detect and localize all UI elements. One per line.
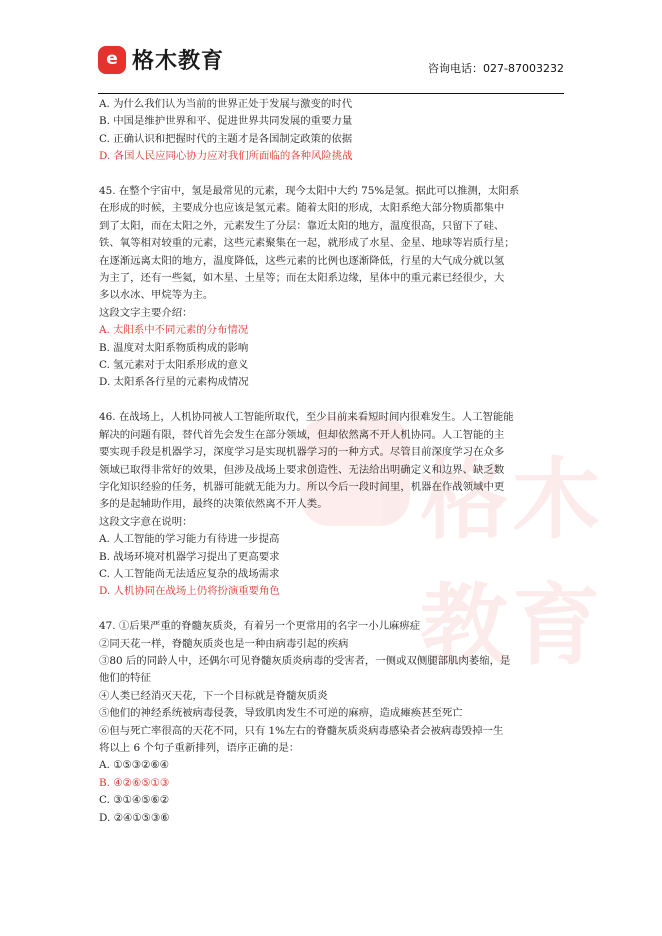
question-46: [99, 409, 565, 600]
q47-line: ④人类已经消灭天花，下一个目标就是脊髓灰质炎: [99, 689, 328, 702]
option-d: D. ②④①⑤③⑥: [99, 811, 170, 824]
q46-line: 字化知识经验的任务，机器可能就无能为力。所以今后一段时间里，机器在作战领域中更: [99, 480, 505, 493]
q47-line: ⑤他们的神经系统被病毒侵袭，导致肌肉发生不可逆的麻痹，造成瘫痪甚至死亡: [99, 707, 463, 720]
q46-line: 46. 在战场上，人机协同被人工智能所取代，至少目前来看短时间内很难发生。人工智能能: [99, 411, 514, 424]
q45-line: 在逐渐远离太阳的地方，温度降低，这些元素的比例也逐渐降低，行星的大气成分就以氢: [99, 254, 505, 267]
q45-line: 为主了，还有一些氦，如木星、土星等；而在太阳系边缘，星体中的重元素已经很少，大: [99, 272, 505, 285]
q47-prompt: 将以上 6 个句子重新排列，语序正确的是：: [99, 741, 300, 754]
page-header: [98, 44, 564, 94]
option-c: C. 正确认识和把握时代的主题才是各国制定政策的依据: [99, 132, 353, 145]
option-a-answer: A. 太阳系中不同元素的分布情况: [99, 324, 249, 337]
q45-line: 铁、氧等相对较重的元素，这些元素聚集在一起，就形成了水星、金星、地球等岩质行星；: [99, 237, 515, 250]
option-a: A. 为什么我们认为当前的世界正处于发展与激变的时代: [99, 98, 353, 110]
option-a: A. 人工智能的学习能力有待进一步提高: [99, 533, 280, 546]
q46-prompt: 这段文字意在说明：: [99, 515, 193, 528]
brand-name: 格木教育: [132, 49, 225, 74]
option-b: B. 战场环境对机器学习提出了更高要求: [99, 550, 280, 563]
option-a: A. ①⑤③②⑥④: [99, 759, 169, 772]
brand-logo: [98, 44, 224, 75]
q46-line: 要实现手段是机器学习，深度学习是实现机器学习的一种方式。尽管目前深度学习在众多: [99, 446, 505, 459]
q46-line: 解决的问题有限，替代首先会发生在部分领域，但却依然离不开人机协同。人工智能的主: [99, 428, 505, 441]
q45-line: 到了太阳，而在太阳之外，元素发生了分层：靠近太阳的地方，温度很高，只留下了硅、: [99, 219, 505, 232]
question-47: [99, 618, 565, 827]
option-d: D. 太阳系各行星的元素构成情况: [99, 376, 249, 389]
option-b: B. 中国是维护世界和平、促进世界共同发展的重要力量: [99, 115, 353, 128]
header-divider: [98, 93, 564, 94]
contact-phone: 咨询电话：027-87003232: [428, 62, 564, 75]
q45-line: 在形成的时候，主要成分也应该是氢元素。随着太阳的形成，太阳系绝大部分物质都集中: [99, 202, 505, 215]
option-d-answer: D. 各国人民应同心协力应对我们所面临的各种风险挑战: [99, 150, 353, 163]
watermark-text: 格木教育: [420, 448, 605, 677]
q47-line: ③80 后的同龄人中，还偶尔可见脊髓灰质炎病毒的受害者，一侧或双侧腿部肌肉萎缩，是: [99, 654, 511, 667]
logo-icon: [98, 46, 126, 74]
option-b-answer: B. ④②⑥⑤①③: [99, 776, 170, 789]
q47-line: ②同天花一样，脊髓灰质炎也是一种由病毒引起的疾病: [99, 637, 349, 650]
q46-line: 领域已取得非常好的效果，但涉及战场上要求创造性、无法给出明确定义和边界、缺乏数: [99, 463, 505, 476]
option-d-answer: D. 人机协同在战场上仍将扮演重要角色: [99, 585, 280, 598]
q45-line: 45. 在整个宇宙中，氢是最常见的元素，现今太阳中大约 75%是氢。据此可以推测，太阳系: [99, 185, 520, 198]
q47-line: 47. ①后果严重的脊髓灰质炎，有着另一个更常用的名字一小儿麻痹症: [99, 620, 421, 633]
option-c: C. 人工智能尚无法适应复杂的战场需求: [99, 567, 280, 580]
option-b: B. 温度对太阳系物质构成的影响: [99, 341, 249, 354]
q47-line: ⑥但与死亡率很高的天花不同，只有 1%左右的脊髓灰质炎病毒感染者会被病毒毁掉一生: [99, 724, 504, 737]
q44-options: [99, 96, 565, 166]
option-c: C. 氢元素对于太阳系形成的意义: [99, 359, 249, 372]
q47-line: 他们的特征: [99, 672, 151, 685]
question-45: [99, 183, 565, 392]
option-c: C. ③①④⑤⑥②: [99, 794, 170, 807]
q46-line: 多的是起辅助作用，最终的决策依然离不开人类。: [99, 498, 328, 511]
logo-glyph: e: [106, 49, 118, 69]
q45-line: 多以水冰、甲烷等为主。: [99, 289, 214, 302]
q45-prompt: 这段文字主要介绍：: [99, 306, 193, 319]
document-body: [99, 96, 565, 827]
